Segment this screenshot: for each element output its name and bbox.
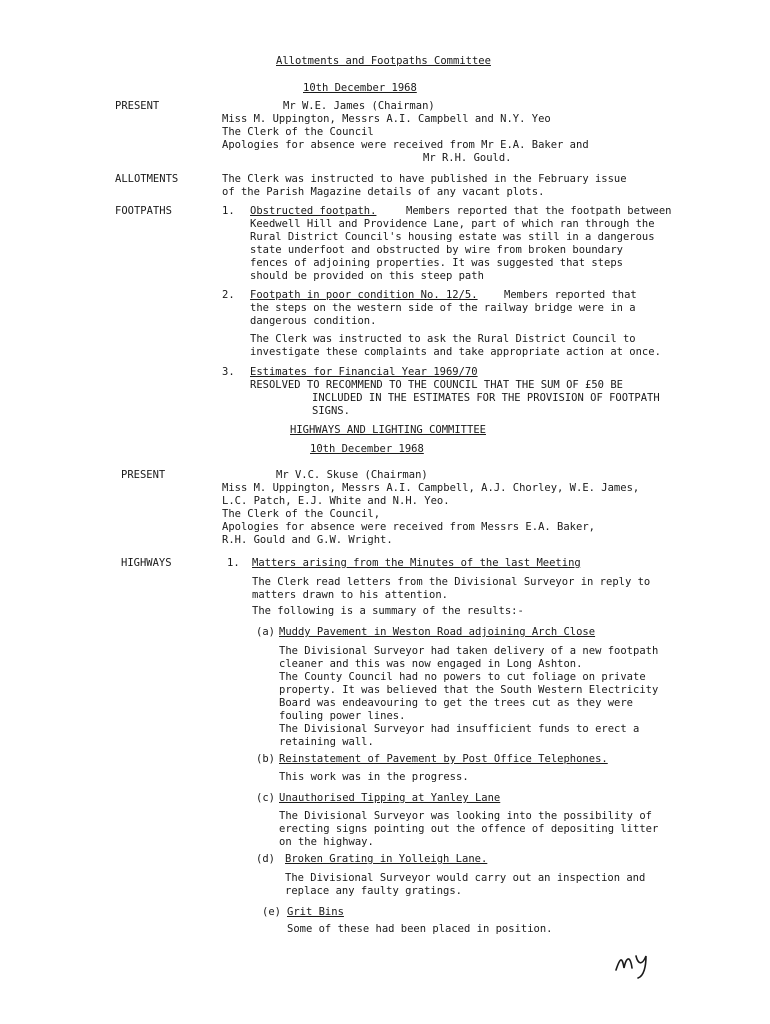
sub-item-d-line-2: replace any faulty gratings. — [285, 885, 463, 897]
chairman: Mr W.E. James (Chairman) — [283, 100, 435, 112]
item-2-line-1: Members reported that — [504, 289, 637, 301]
sub-item-c-line-1: The Divisional Surveyor was looking into the possibility of — [279, 810, 652, 822]
initials-signature — [612, 940, 672, 980]
sub-item-a-line-8: retaining wall. — [279, 736, 374, 748]
members-present-2-line-2: L.C. Patch, E.J. White and N.H. Yeo. — [222, 495, 450, 507]
allotments-label: ALLOTMENTS — [115, 173, 179, 185]
sub-item-c-line-2: erecting signs pointing out the offence of depositing litter — [279, 823, 659, 835]
item-3-number: 3. — [222, 366, 235, 378]
item-1-line-2: Keedwell Hill and Providence Lane, part of which ran through the — [250, 218, 655, 230]
sub-item-e-heading: Grit Bins — [287, 906, 344, 918]
sub-item-a-line-3: The County Council had no powers to cut foliage on private — [279, 671, 646, 683]
members-present: Miss M. Uppington, Messrs A.I. Campbell and N.Y. Yeo — [222, 113, 551, 125]
item-2-line-3: dangerous condition. — [250, 315, 377, 327]
item-2-line-5: investigate these complaints and take appropriate action at once. — [250, 346, 661, 358]
allotments-text-1: The Clerk was instructed to have published in the February issue — [222, 173, 627, 185]
members-present-2-line-1: Miss M. Uppington, Messrs A.I. Campbell, A.J. Chorley, W.E. James, — [222, 482, 640, 494]
sub-item-c-line-3: on the highway. — [279, 836, 374, 848]
meeting-date: 10th December 1968 — [303, 82, 417, 94]
sub-item-d-line-1: The Divisional Surveyor would carry out an inspection and — [285, 872, 646, 884]
item-1-line-6: should be provided on this steep path — [250, 270, 484, 282]
highways-item-1-number: 1. — [227, 557, 240, 569]
item-3-line-1: RESOLVED TO RECOMMEND TO THE COUNCIL THAT THE SUM OF £50 BE — [250, 379, 623, 391]
sub-item-a-line-5: Board was endeavouring to get the trees cut as they were — [279, 697, 634, 709]
allotments-text-2: of the Parish Magazine details of any vacant plots. — [222, 186, 545, 198]
sub-item-b-label: (b) — [256, 753, 275, 765]
committee-title: Allotments and Footpaths Committee — [276, 55, 491, 67]
item-3-line-2: INCLUDED IN THE ESTIMATES FOR THE PROVISION OF FOOTPATH — [312, 392, 660, 404]
highways-committee-title: HIGHWAYS AND LIGHTING COMMITTEE — [290, 424, 486, 436]
highways-label: HIGHWAYS — [121, 557, 172, 569]
apologies-2-line-1: Apologies for absence were received from Messrs E.A. Baker, — [222, 521, 595, 533]
item-1-number: 1. — [222, 205, 235, 217]
present-label-2: PRESENT — [121, 469, 166, 481]
item-2-line-4: The Clerk was instructed to ask the Rural District Council to — [250, 333, 636, 345]
clerk-present: The Clerk of the Council — [222, 126, 374, 138]
highways-item-1-line-1: The Clerk read letters from the Divisional Surveyor in reply to — [252, 576, 651, 588]
sub-item-a-label: (a) — [256, 626, 275, 638]
clerk-present-2: The Clerk of the Council, — [222, 508, 381, 520]
sub-item-c-heading: Unauthorised Tipping at Yanley Lane — [279, 792, 501, 804]
sub-item-b-line-1: This work was in the progress. — [279, 771, 469, 783]
apologies-2-line-2: R.H. Gould and G.W. Wright. — [222, 534, 393, 546]
sub-item-a-line-4: property. It was believed that the South Western Electricity — [279, 684, 659, 696]
sub-item-d-label: (d) — [256, 853, 275, 865]
sub-item-e-line-1: Some of these had been placed in position. — [287, 923, 553, 935]
item-1-line-5: fences of adjoining properties. It was suggested that steps — [250, 257, 623, 269]
item-1-line-1: Members reported that the footpath between — [406, 205, 672, 217]
sub-item-d-heading: Broken Grating in Yolleigh Lane. — [285, 853, 488, 865]
apologies-line-1: Apologies for absence were received from Mr E.A. Baker and — [222, 139, 589, 151]
apologies-line-2: Mr R.H. Gould. — [423, 152, 512, 164]
present-label: PRESENT — [115, 100, 160, 112]
highways-item-1-line-3: The following is a summary of the results:- — [252, 605, 524, 617]
chairman-2: Mr V.C. Skuse (Chairman) — [276, 469, 428, 481]
item-3-heading: Estimates for Financial Year 1969/70 — [250, 366, 478, 378]
item-1-heading: Obstructed footpath. — [250, 205, 377, 217]
highways-item-1-line-2: matters drawn to his attention. — [252, 589, 448, 601]
item-2-heading: Footpath in poor condition No. 12/5. — [250, 289, 478, 301]
item-2-number: 2. — [222, 289, 235, 301]
item-1-line-4: state underfoot and obstructed by wire from broken boundary — [250, 244, 623, 256]
footpaths-label: FOOTPATHS — [115, 205, 172, 217]
item-2-line-2: the steps on the western side of the railway bridge were in a — [250, 302, 636, 314]
highways-item-1-heading: Matters arising from the Minutes of the last Meeting — [252, 557, 581, 569]
sub-item-a-line-1: The Divisional Surveyor had taken delivery of a new footpath — [279, 645, 659, 657]
sub-item-a-heading: Muddy Pavement in Weston Road adjoining Arch Close — [279, 626, 596, 638]
sub-item-a-line-2: cleaner and this was now engaged in Long Ashton. — [279, 658, 583, 670]
sub-item-e-label: (e) — [262, 906, 281, 918]
highways-meeting-date: 10th December 1968 — [310, 443, 424, 455]
sub-item-c-label: (c) — [256, 792, 275, 804]
sub-item-a-line-6: fouling power lines. — [279, 710, 406, 722]
sub-item-a-line-7: The Divisional Surveyor had insufficient funds to erect a — [279, 723, 640, 735]
sub-item-b-heading: Reinstatement of Pavement by Post Office Telephones. — [279, 753, 608, 765]
item-1-line-3: Rural District Council's housing estate was still in a dangerous — [250, 231, 655, 243]
item-3-line-3: SIGNS. — [312, 405, 350, 417]
